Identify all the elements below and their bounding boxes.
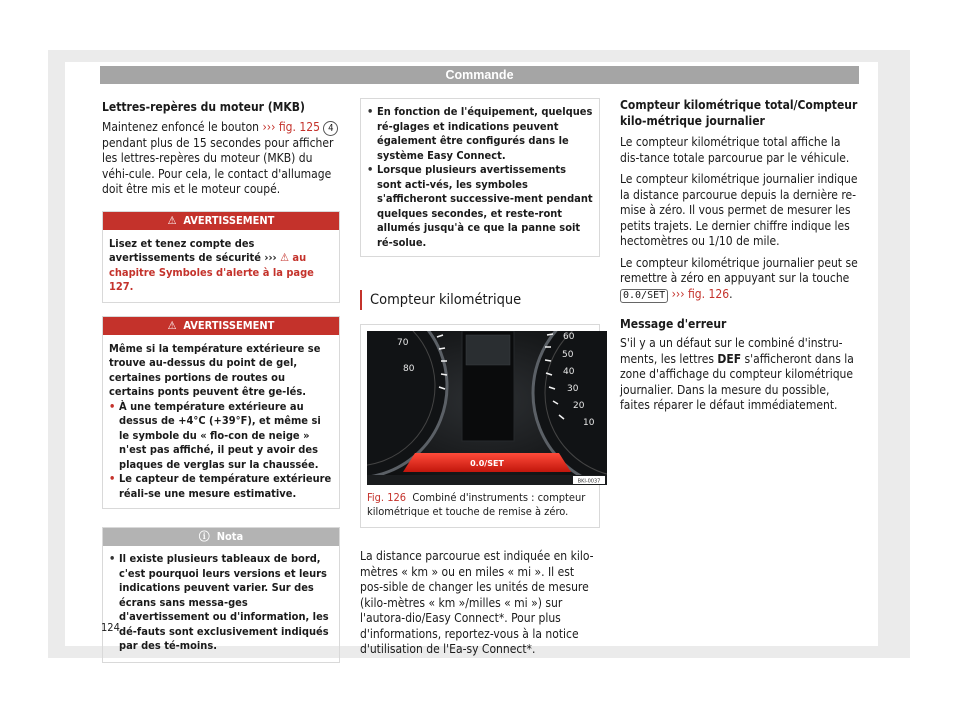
bullet-text: Le capteur de température extérieure réali-se une mesure estimative.: [119, 472, 332, 500]
scale-label: 20: [573, 401, 585, 411]
warning-header: [103, 317, 339, 335]
fig-link[interactable]: ››› fig. 126: [671, 286, 730, 301]
reset-button-label: 0.0/SET: [470, 459, 504, 468]
section-title: Compteur kilométrique: [360, 290, 600, 310]
paragraph-distance-units: La distance parcourue est indiquée en kilo-mètres « km » ou en miles « mi ». Il est pos-sible de changer les unités de mesure (kilo-mètres « km »/milles « mi ») sur l'autora-dio/Easy Connect*. Pour plus d'informations, reportez-vous à la notice d'utilisation de l'Ea-sy Connect*.: [360, 549, 594, 656]
ref-arrows: ›››: [264, 251, 277, 264]
list-item: [109, 552, 333, 654]
page-number: 124: [101, 621, 120, 634]
warning-intro: Même si la température extérieure se trouve au-dessus du point de gel, certaines portions de routes ou certains ponts peuvent être ge-lés.: [109, 341, 321, 398]
paragraph-engine-codes: [102, 120, 340, 198]
scale-label: 70: [397, 338, 409, 348]
column-middle: [360, 98, 600, 658]
text: .: [729, 286, 733, 301]
def-letters: DEF: [717, 351, 742, 366]
reset-key: 0.0/SET: [620, 289, 668, 303]
note-title: Nota: [216, 530, 244, 543]
list-item: [367, 163, 593, 250]
column-right: [620, 98, 860, 414]
scale-label: 80: [403, 364, 415, 374]
bullet-icon: •: [367, 163, 374, 176]
fig-link[interactable]: ››› fig. 125: [262, 119, 320, 134]
text: S'il y a un défaut sur le combiné d'instru-ments, les lettres: [620, 336, 843, 366]
heading-engine-codes: Lettres-repères du moteur (MKB): [102, 100, 305, 114]
cluster-bottom: [367, 475, 607, 485]
figure-126: [360, 324, 600, 528]
bullet-icon: •: [109, 472, 116, 485]
warning-triangle-icon: ⚠: [167, 318, 177, 332]
warning-link[interactable]: au chapitre Symboles d'alerte à la page 127.: [109, 251, 314, 293]
note-box: [102, 527, 340, 663]
scale-label: 30: [567, 384, 579, 394]
caption-text: Combiné d'instruments : compteur kilométrique et touche de remise à zéro.: [367, 491, 586, 518]
list-item: [109, 400, 333, 473]
image-code: BKI-0037: [577, 478, 601, 485]
warning-box-1: [102, 211, 340, 303]
scale-label: 60: [563, 332, 575, 342]
bullet-icon: •: [367, 105, 374, 118]
bullet-text: À une température extérieure au dessus de +4°C (+39°F), et même si le symbole du « flo-con de neige » n'est pas affiché, il peut y avoir des plaques de verglas sur la chaussée.: [119, 399, 321, 471]
paragraph-trip-odometer: Le compteur kilométrique journalier indique la distance parcourue depuis la dernière re-mise à zéro. Il vous permet de mesurer les petits trajets. Le dernier chiffre indique les hectomètres ou 1/10 de mile.: [620, 172, 858, 248]
bullet-text: En fonction de l'équipement, quelques ré-glages et indications peuvent également être configurés dans le système Easy Connect.: [377, 105, 593, 162]
instrument-cluster-image: [367, 331, 607, 485]
warning-triangle-icon: ⚠: [280, 251, 289, 264]
heading-odometer: Compteur kilométrique total/Compteur kilo-métrique journalier: [620, 98, 858, 128]
figure-label: Fig. 126: [367, 491, 407, 504]
text: Lisez et tenez compte des avertissements de sécurité: [109, 236, 265, 264]
list-item: [367, 105, 593, 163]
note-body: [103, 546, 339, 662]
paragraph-error-message: [620, 336, 860, 414]
text: Le compteur kilométrique journalier peut se remettre à zéro en appuyant sur la touche: [620, 255, 858, 285]
scale-label: 10: [583, 418, 595, 428]
warning-header: [103, 212, 339, 230]
warning-body: [103, 335, 339, 509]
note-header: [103, 528, 339, 546]
callout-badge: 4: [323, 121, 338, 136]
warning-title: AVERTISSEMENT: [183, 318, 275, 332]
scale-label: 40: [563, 367, 575, 377]
text: s'afficheront dans la zone d'affichage du compteur kilométrique journalier. Dans la mesure du possible, faites réparer le défaut immédiatement.: [620, 351, 854, 412]
list-item: [109, 472, 333, 501]
figure-caption: [367, 491, 593, 519]
bullet-icon: •: [109, 399, 116, 413]
text: Maintenez enfoncé le bouton: [102, 119, 263, 134]
note-continuation-box: [360, 98, 600, 257]
chapter-header: Commande: [100, 66, 859, 84]
paragraph-reset: [620, 256, 860, 303]
text: pendant plus de 15 secondes pour afficher les lettres-repères du moteur (MKB) du véhi-cule. Pour cela, le contact d'allumage doit être mis et le moteur coupé.: [102, 135, 334, 196]
warning-triangle-icon: ⚠: [167, 213, 177, 227]
display-panel: [466, 335, 510, 365]
bullet-icon: •: [109, 552, 116, 565]
warning-body: [103, 230, 339, 302]
warning-title: AVERTISSEMENT: [183, 213, 275, 227]
paragraph-total-odometer: Le compteur kilométrique total affiche la dis-tance totale parcourue par le véhicule.: [620, 135, 850, 165]
heading-error-message: Message d'erreur: [620, 316, 727, 331]
bullet-text: Il existe plusieurs tableaux de bord, c'est pourquoi leurs versions et leurs indications peuvent varier. Sur des écrans sans messa-ges d'avertissement ou d'information, les dé-fauts sont exclusivement indiqués par des té-moins.: [119, 552, 329, 652]
scale-label: 50: [562, 350, 574, 360]
bullet-text: Lorsque plusieurs avertissements sont acti-vés, les symboles s'afficheront successive-ment pendant quelques secondes, et reste-ront allumés jusqu'à ce que la panne soit ré-solue.: [377, 163, 593, 249]
column-left: [102, 100, 340, 663]
info-icon: ⓘ: [198, 530, 210, 543]
warning-box-2: [102, 316, 340, 510]
